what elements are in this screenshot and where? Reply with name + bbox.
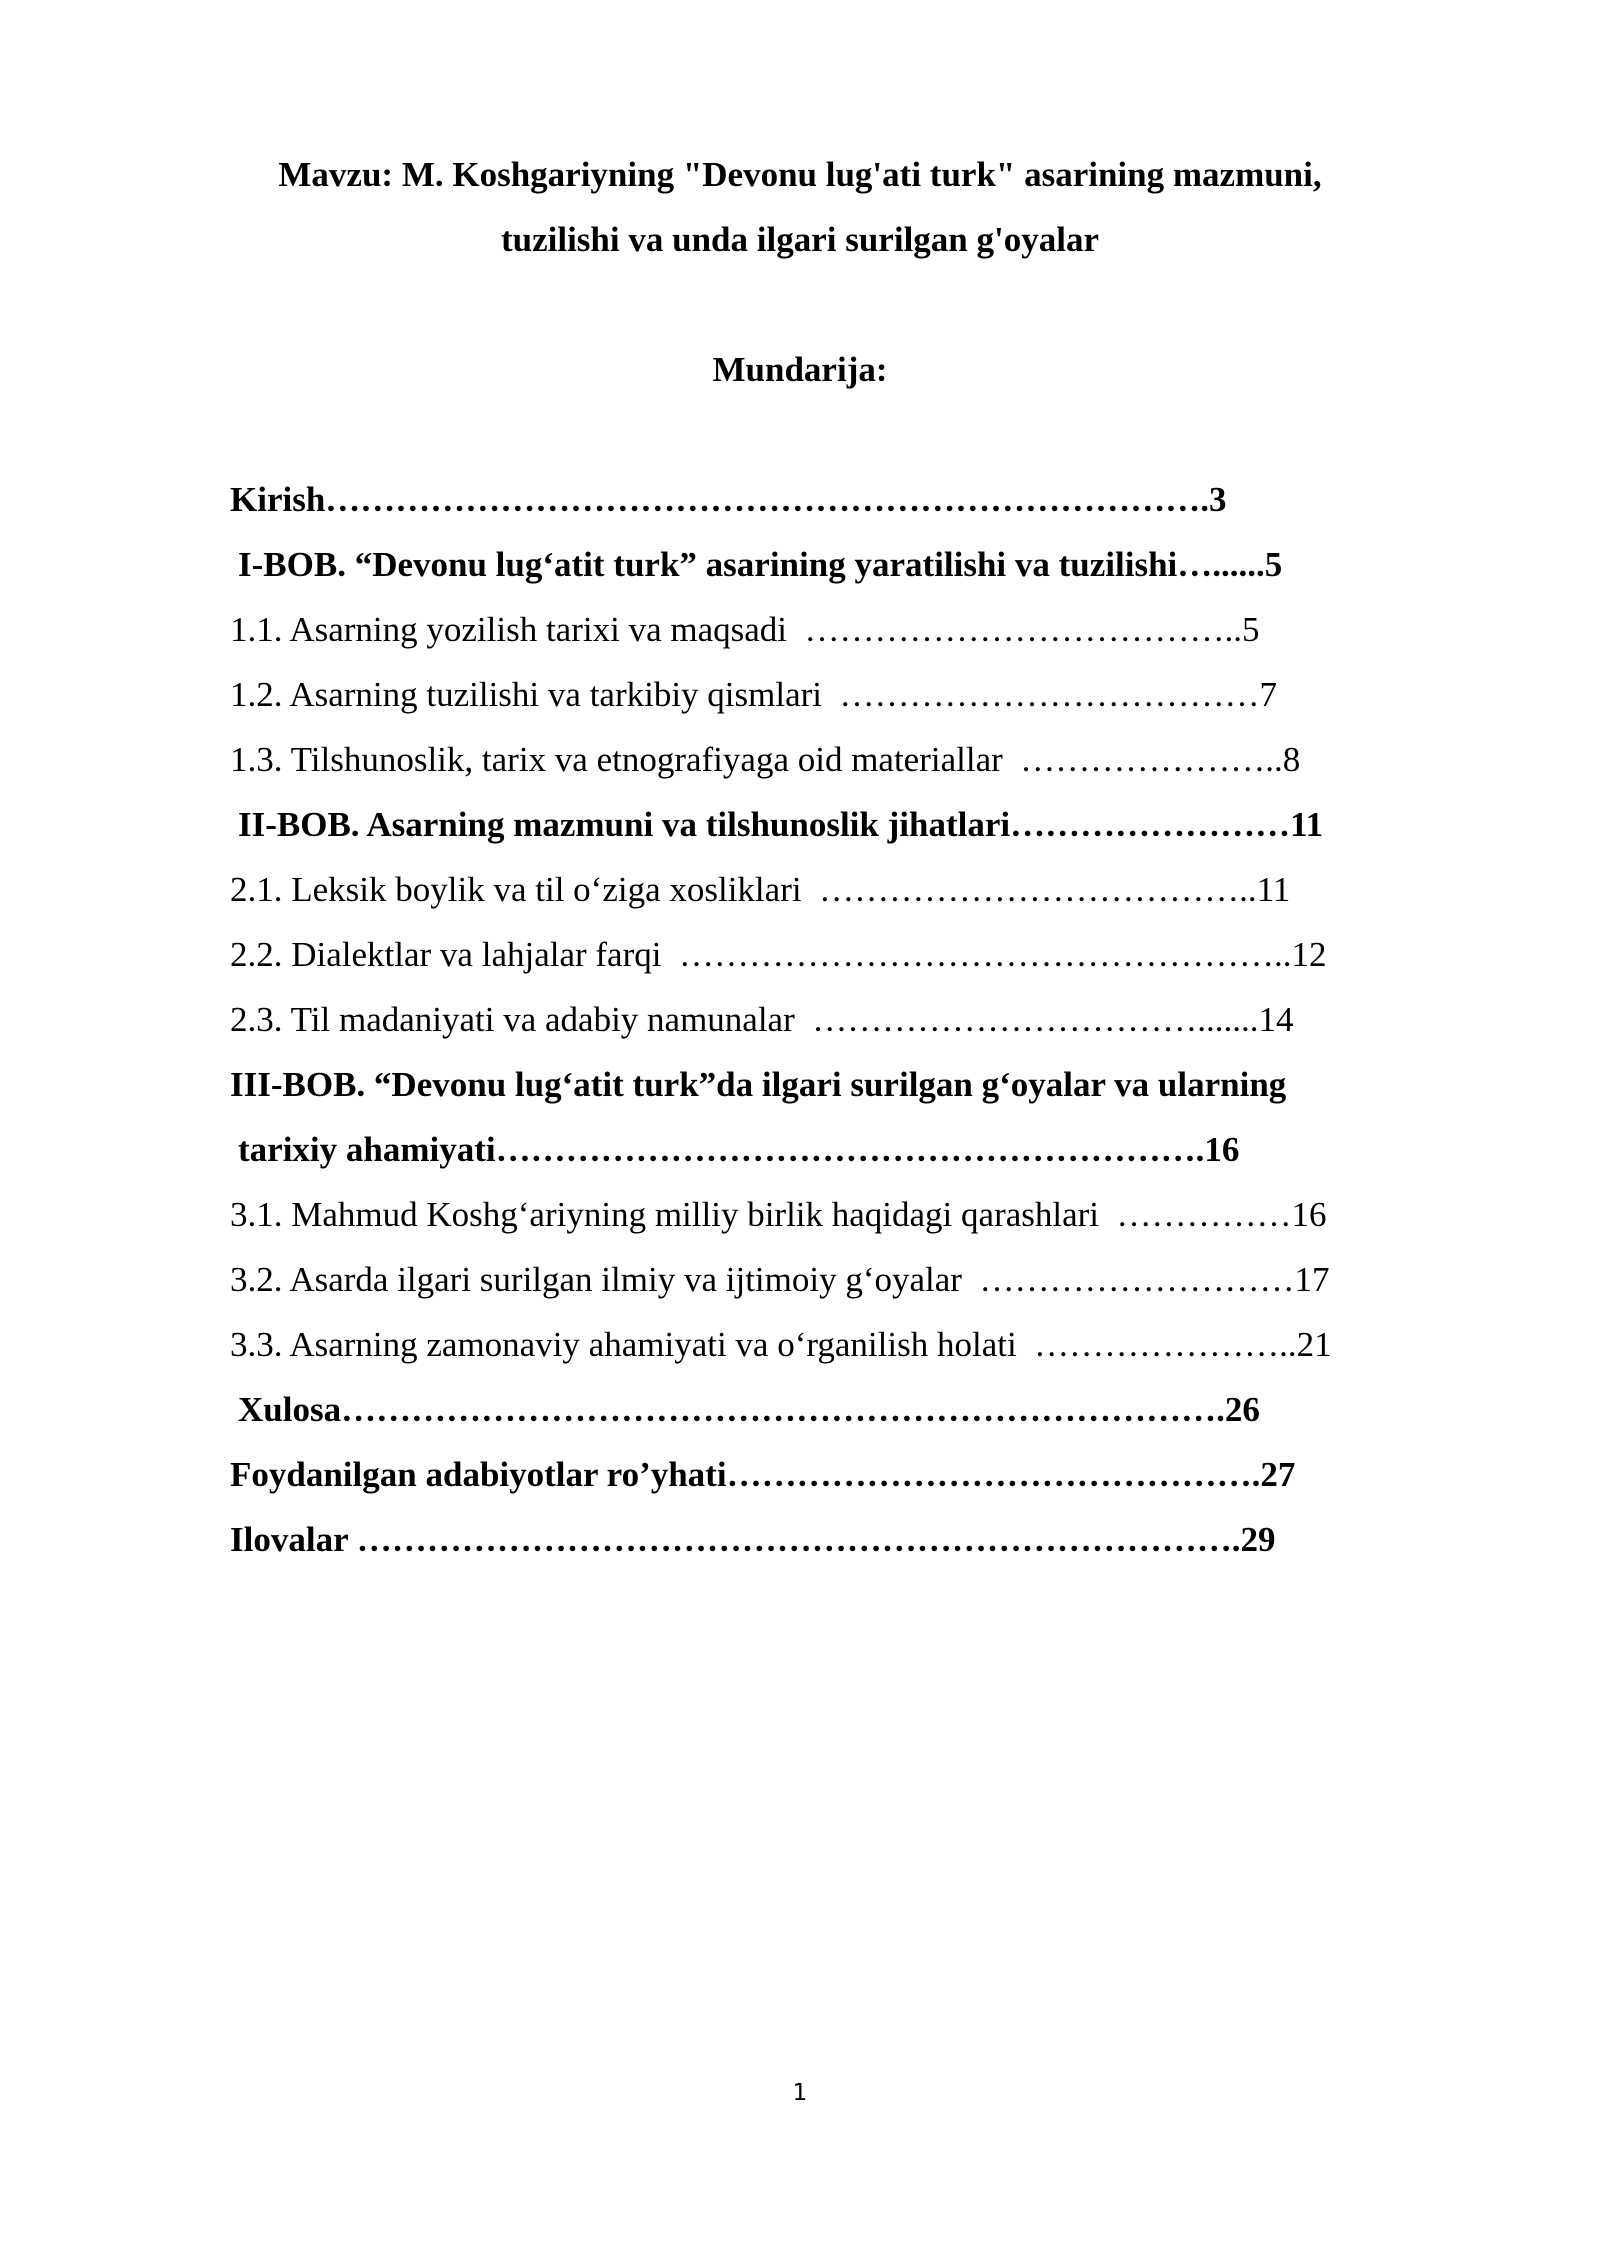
toc-entry: II-BOB. Asarning mazmuni va tilshunoslik jihatlari……………………11 bbox=[238, 805, 1324, 844]
toc-entry: I-BOB. “Devonu lug‘atit turk” asarining yaratilishi va tuzilishi…......5 bbox=[238, 545, 1283, 584]
toc-entry: Ilovalar ………………………………………………………………….29 bbox=[230, 1520, 1276, 1559]
toc-entry: 2.1. Leksik boylik va til o‘ziga xosliklari ………………………………..11 bbox=[230, 870, 1291, 909]
toc-entry: Kirish………………………………………………………………….3 bbox=[230, 480, 1227, 519]
toc-entry: 3.3. Asarning zamonaviy ahamiyati va o‘rganilish holati …………………..21 bbox=[230, 1325, 1332, 1364]
document-title-line-1: Mavzu: M. Koshgariyning "Devonu lug'ati turk" asarining mazmuni, bbox=[278, 155, 1322, 194]
toc-entry: III-BOB. “Devonu lug‘atit turk”da ilgari surilgan g‘oyalar va ularning bbox=[230, 1065, 1287, 1104]
toc-entry: 1.1. Asarning yozilish tarixi va maqsadi ………………………………..5 bbox=[230, 610, 1260, 649]
toc-entry: 1.2. Asarning tuzilishi va tarkibiy qismlari ………………………………7 bbox=[230, 675, 1278, 714]
toc-entry: 2.3. Til madaniyati va adabiy namunalar …………………………….......14 bbox=[230, 1000, 1294, 1039]
page-number: 1 bbox=[792, 2080, 808, 2106]
contents-heading: Mundarija: bbox=[712, 350, 888, 389]
toc-entry: 1.3. Tilshunoslik, tarix va etnografiyaga oid materiallar …………………..8 bbox=[230, 740, 1301, 779]
toc-entry: Xulosa………………………………………………………………….26 bbox=[238, 1390, 1260, 1429]
toc-entry: 3.2. Asarda ilgari surilgan ilmiy va ijtimoiy g‘oyalar ………………………17 bbox=[230, 1260, 1330, 1299]
toc-entry: Foydanilgan adabiyotlar ro’yhati……………………………………….27 bbox=[230, 1455, 1296, 1494]
toc-entry: 2.2. Dialektlar va lahjalar farqi ……………………………………………..12 bbox=[230, 935, 1327, 974]
toc-entry: tarixiy ahamiyati…………………………………………………….16 bbox=[238, 1130, 1240, 1169]
toc-entry: 3.1. Mahmud Koshg‘ariyning milliy birlik haqidagi qarashlari ……………16 bbox=[230, 1195, 1327, 1234]
document-title-line-2: tuzilishi va unda ilgari surilgan g'oyalar bbox=[500, 220, 1099, 259]
